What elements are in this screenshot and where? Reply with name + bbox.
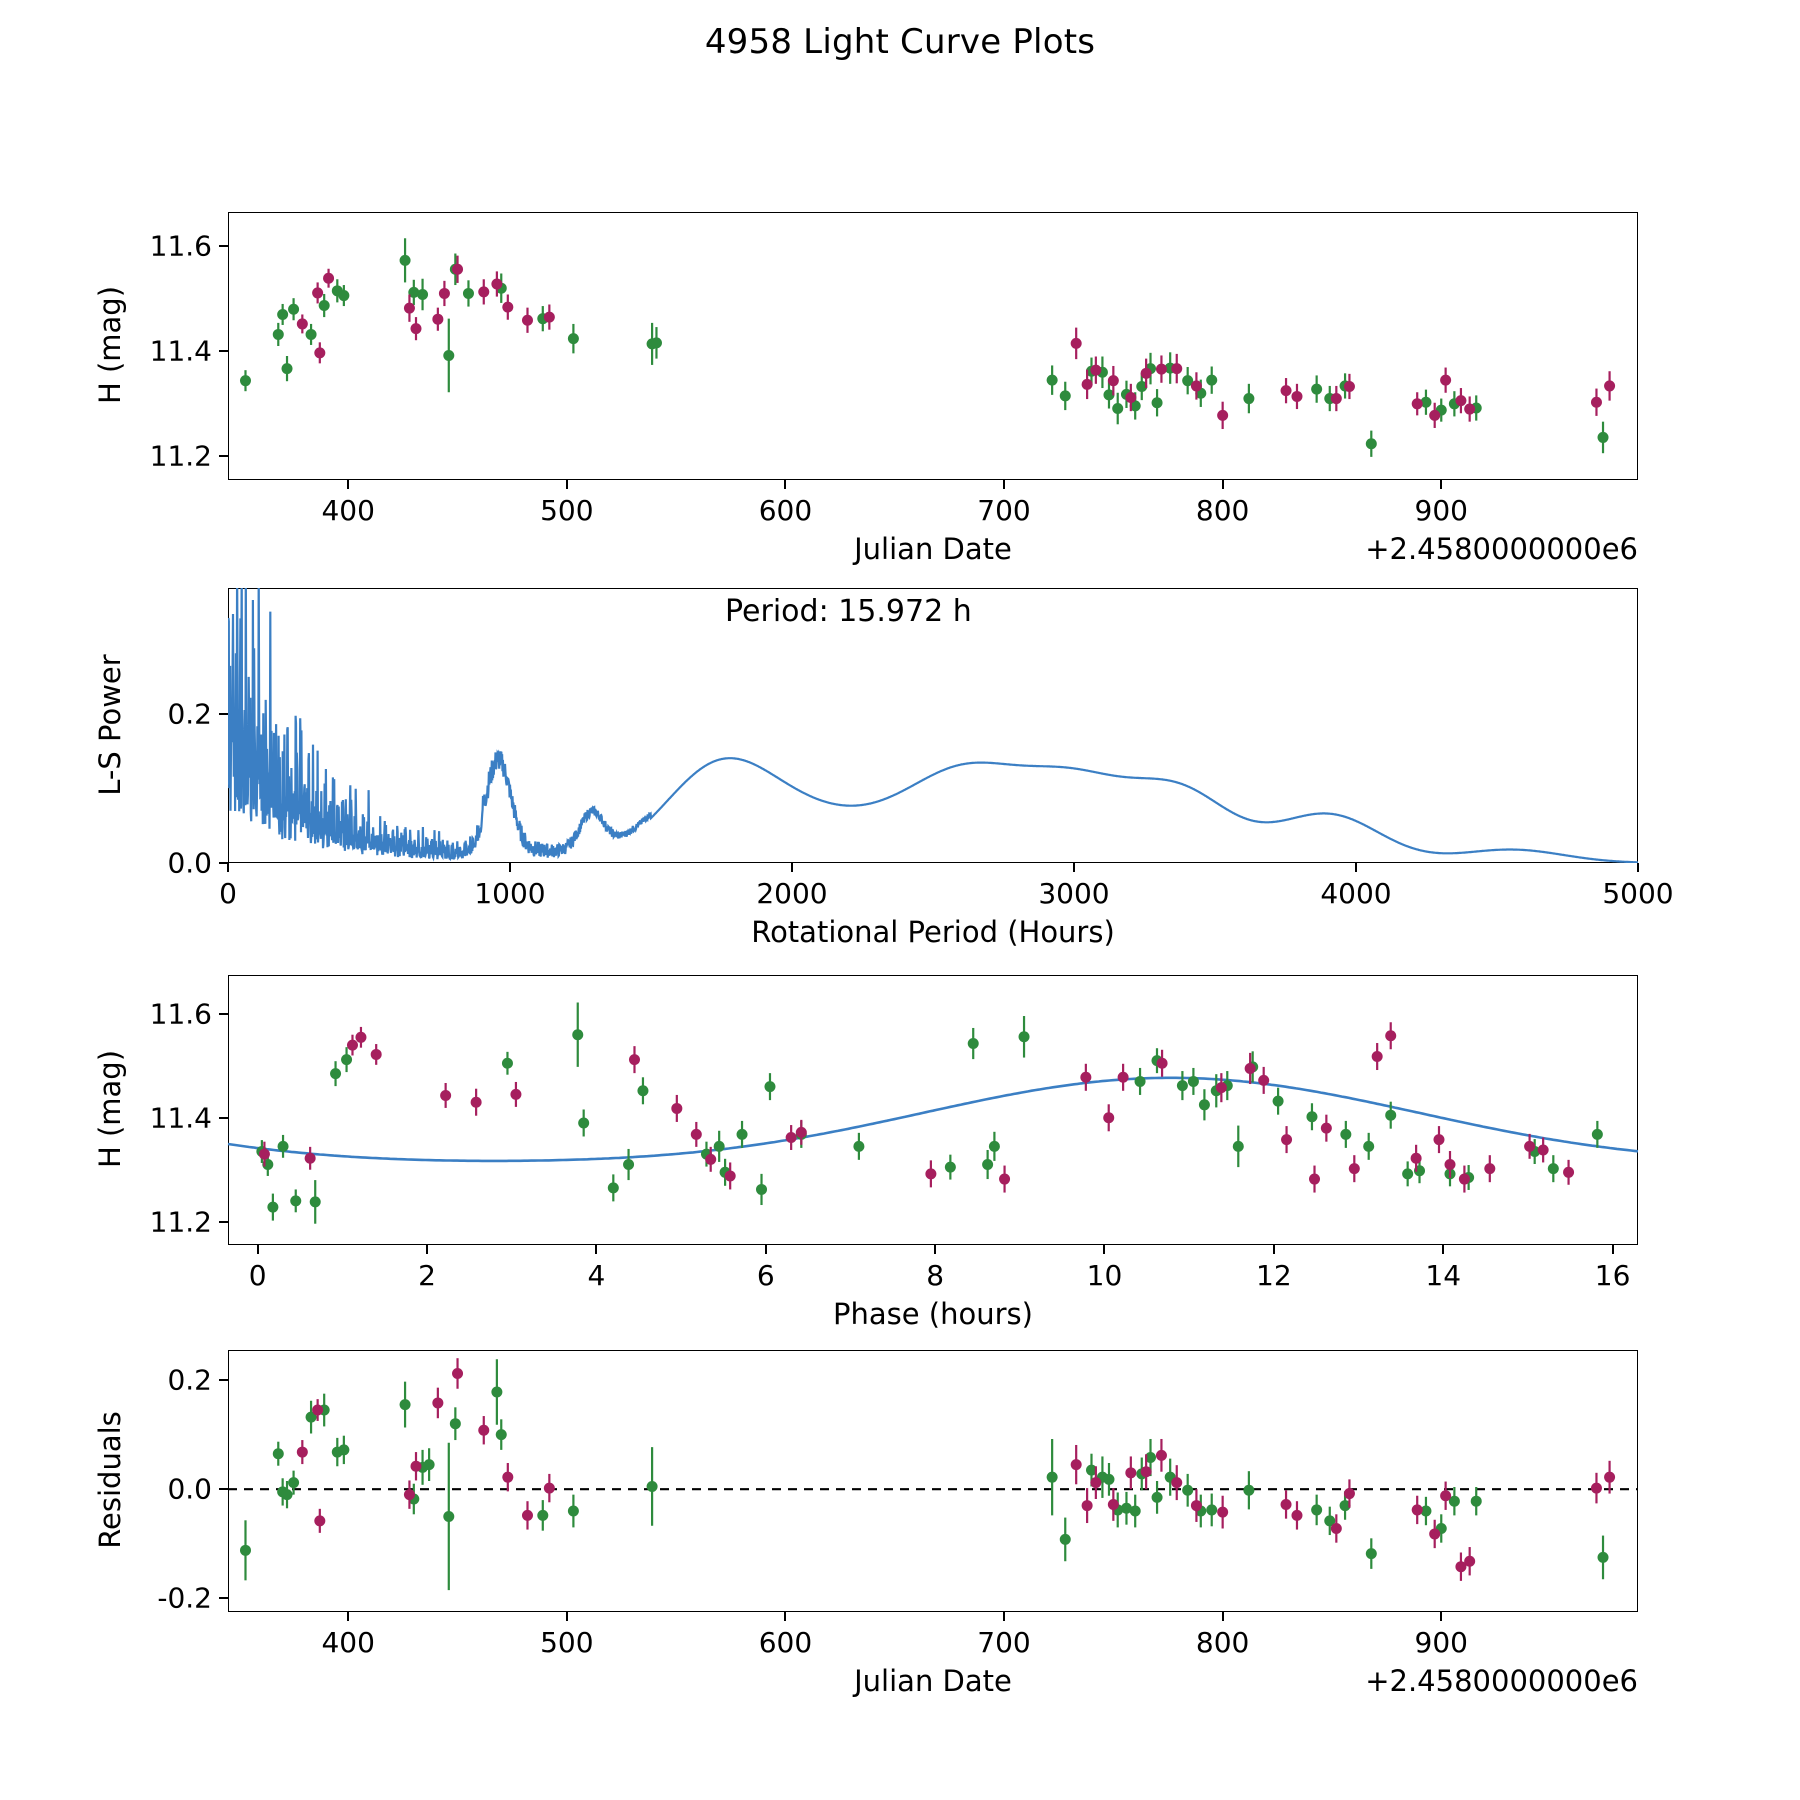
x-tick-label: 600 — [758, 494, 813, 527]
x-tick-label: 12 — [1256, 1259, 1292, 1292]
tick-mark — [1440, 1612, 1442, 1621]
period-annotation: Period: 15.972 h — [725, 594, 972, 629]
x-tick-label: 4 — [587, 1259, 606, 1292]
figure-title: 4958 Light Curve Plots — [704, 22, 1096, 62]
axis-label-y-light-curve: H (mag) — [93, 285, 127, 405]
x-tick-label: 900 — [1414, 494, 1468, 527]
y-tick-label: 11.4 — [149, 334, 212, 368]
tick-mark — [219, 1597, 228, 1599]
tick-mark — [1073, 863, 1075, 872]
y-tick-label: 11.6 — [149, 229, 212, 263]
axis-label-x-periodogram: Rotational Period (Hours) — [751, 915, 1115, 949]
x-tick-label: 14 — [1425, 1259, 1462, 1292]
x-tick-label: 3000 — [1038, 877, 1110, 910]
x-tick-label: 500 — [540, 1626, 594, 1659]
y-tick-label: 11.6 — [149, 997, 212, 1031]
tick-mark — [1003, 1612, 1005, 1621]
x-tick-label: 500 — [540, 494, 594, 527]
axis-label-x-light-curve: Julian Date — [854, 532, 1012, 566]
x-tick-label: 4000 — [1320, 877, 1392, 910]
tick-mark — [219, 350, 228, 352]
tick-mark — [1440, 480, 1442, 489]
tick-mark — [426, 1245, 428, 1254]
tick-mark — [566, 1612, 568, 1621]
axis-label-y-residuals: Residuals — [93, 1411, 127, 1549]
x-tick-label: 2000 — [756, 877, 828, 910]
axis-offset-residuals: +2.4580000000e6 — [1365, 1664, 1638, 1698]
x-tick-label: 800 — [1195, 1626, 1250, 1659]
tick-mark — [219, 455, 228, 457]
axis-label-x-residuals: Julian Date — [854, 1664, 1012, 1698]
x-tick-label: 600 — [758, 1626, 813, 1659]
tick-mark — [1442, 1245, 1444, 1254]
tick-mark — [509, 863, 511, 872]
axis-offset-light-curve: +2.4580000000e6 — [1365, 532, 1638, 566]
tick-mark — [347, 480, 349, 489]
x-tick-label: 0 — [219, 877, 237, 910]
y-tick-label: -0.2 — [157, 1581, 212, 1615]
x-tick-label: 0 — [248, 1259, 267, 1292]
tick-mark — [784, 1612, 786, 1621]
tick-mark — [227, 863, 229, 872]
tick-mark — [257, 1245, 259, 1254]
tick-mark — [219, 713, 228, 715]
axis-label-y-periodogram: L-S Power — [93, 653, 127, 796]
axis-label-y-phase: H (mag) — [93, 1049, 127, 1169]
tick-mark — [1612, 1245, 1614, 1254]
tick-mark — [219, 1013, 228, 1015]
x-tick-label: 400 — [321, 1626, 375, 1659]
tick-mark — [1273, 1245, 1275, 1254]
tick-mark — [1637, 863, 1639, 872]
tick-mark — [219, 1488, 228, 1490]
y-tick-label: 11.2 — [149, 439, 212, 473]
tick-mark — [219, 1117, 228, 1119]
tick-mark — [219, 245, 228, 247]
x-tick-label: 5000 — [1602, 877, 1674, 910]
x-tick-label: 400 — [321, 494, 375, 527]
tick-mark — [595, 1245, 597, 1254]
tick-mark — [784, 480, 786, 489]
x-tick-label: 800 — [1195, 494, 1250, 527]
tick-mark — [1003, 480, 1005, 489]
y-tick-label: 11.2 — [149, 1205, 212, 1239]
x-tick-label: 700 — [977, 494, 1031, 527]
tick-mark — [219, 1379, 228, 1381]
y-tick-label: 0.2 — [167, 1363, 212, 1397]
tick-mark — [934, 1245, 936, 1254]
tick-mark — [765, 1245, 767, 1254]
x-tick-label: 8 — [926, 1259, 945, 1292]
y-tick-label: 0.0 — [167, 846, 212, 880]
tick-mark — [1103, 1245, 1105, 1254]
tick-mark — [1222, 480, 1224, 489]
y-tick-label: 0.2 — [167, 697, 212, 731]
tick-mark — [347, 1612, 349, 1621]
y-tick-label: 11.4 — [149, 1101, 212, 1135]
tick-mark — [219, 1221, 228, 1223]
tick-mark — [791, 863, 793, 872]
tick-mark — [1222, 1612, 1224, 1621]
x-tick-label: 1000 — [474, 877, 546, 910]
tick-mark — [219, 862, 228, 864]
x-tick-label: 900 — [1414, 1626, 1468, 1659]
x-tick-label: 700 — [977, 1626, 1031, 1659]
tick-mark — [1355, 863, 1357, 872]
tick-mark — [566, 480, 568, 489]
y-tick-label: 0.0 — [167, 1472, 212, 1506]
x-tick-label: 16 — [1594, 1259, 1631, 1292]
axis-label-x-phase: Phase (hours) — [833, 1297, 1033, 1331]
x-tick-label: 2 — [418, 1259, 436, 1292]
x-tick-label: 6 — [756, 1259, 775, 1292]
x-tick-label: 10 — [1086, 1259, 1123, 1292]
